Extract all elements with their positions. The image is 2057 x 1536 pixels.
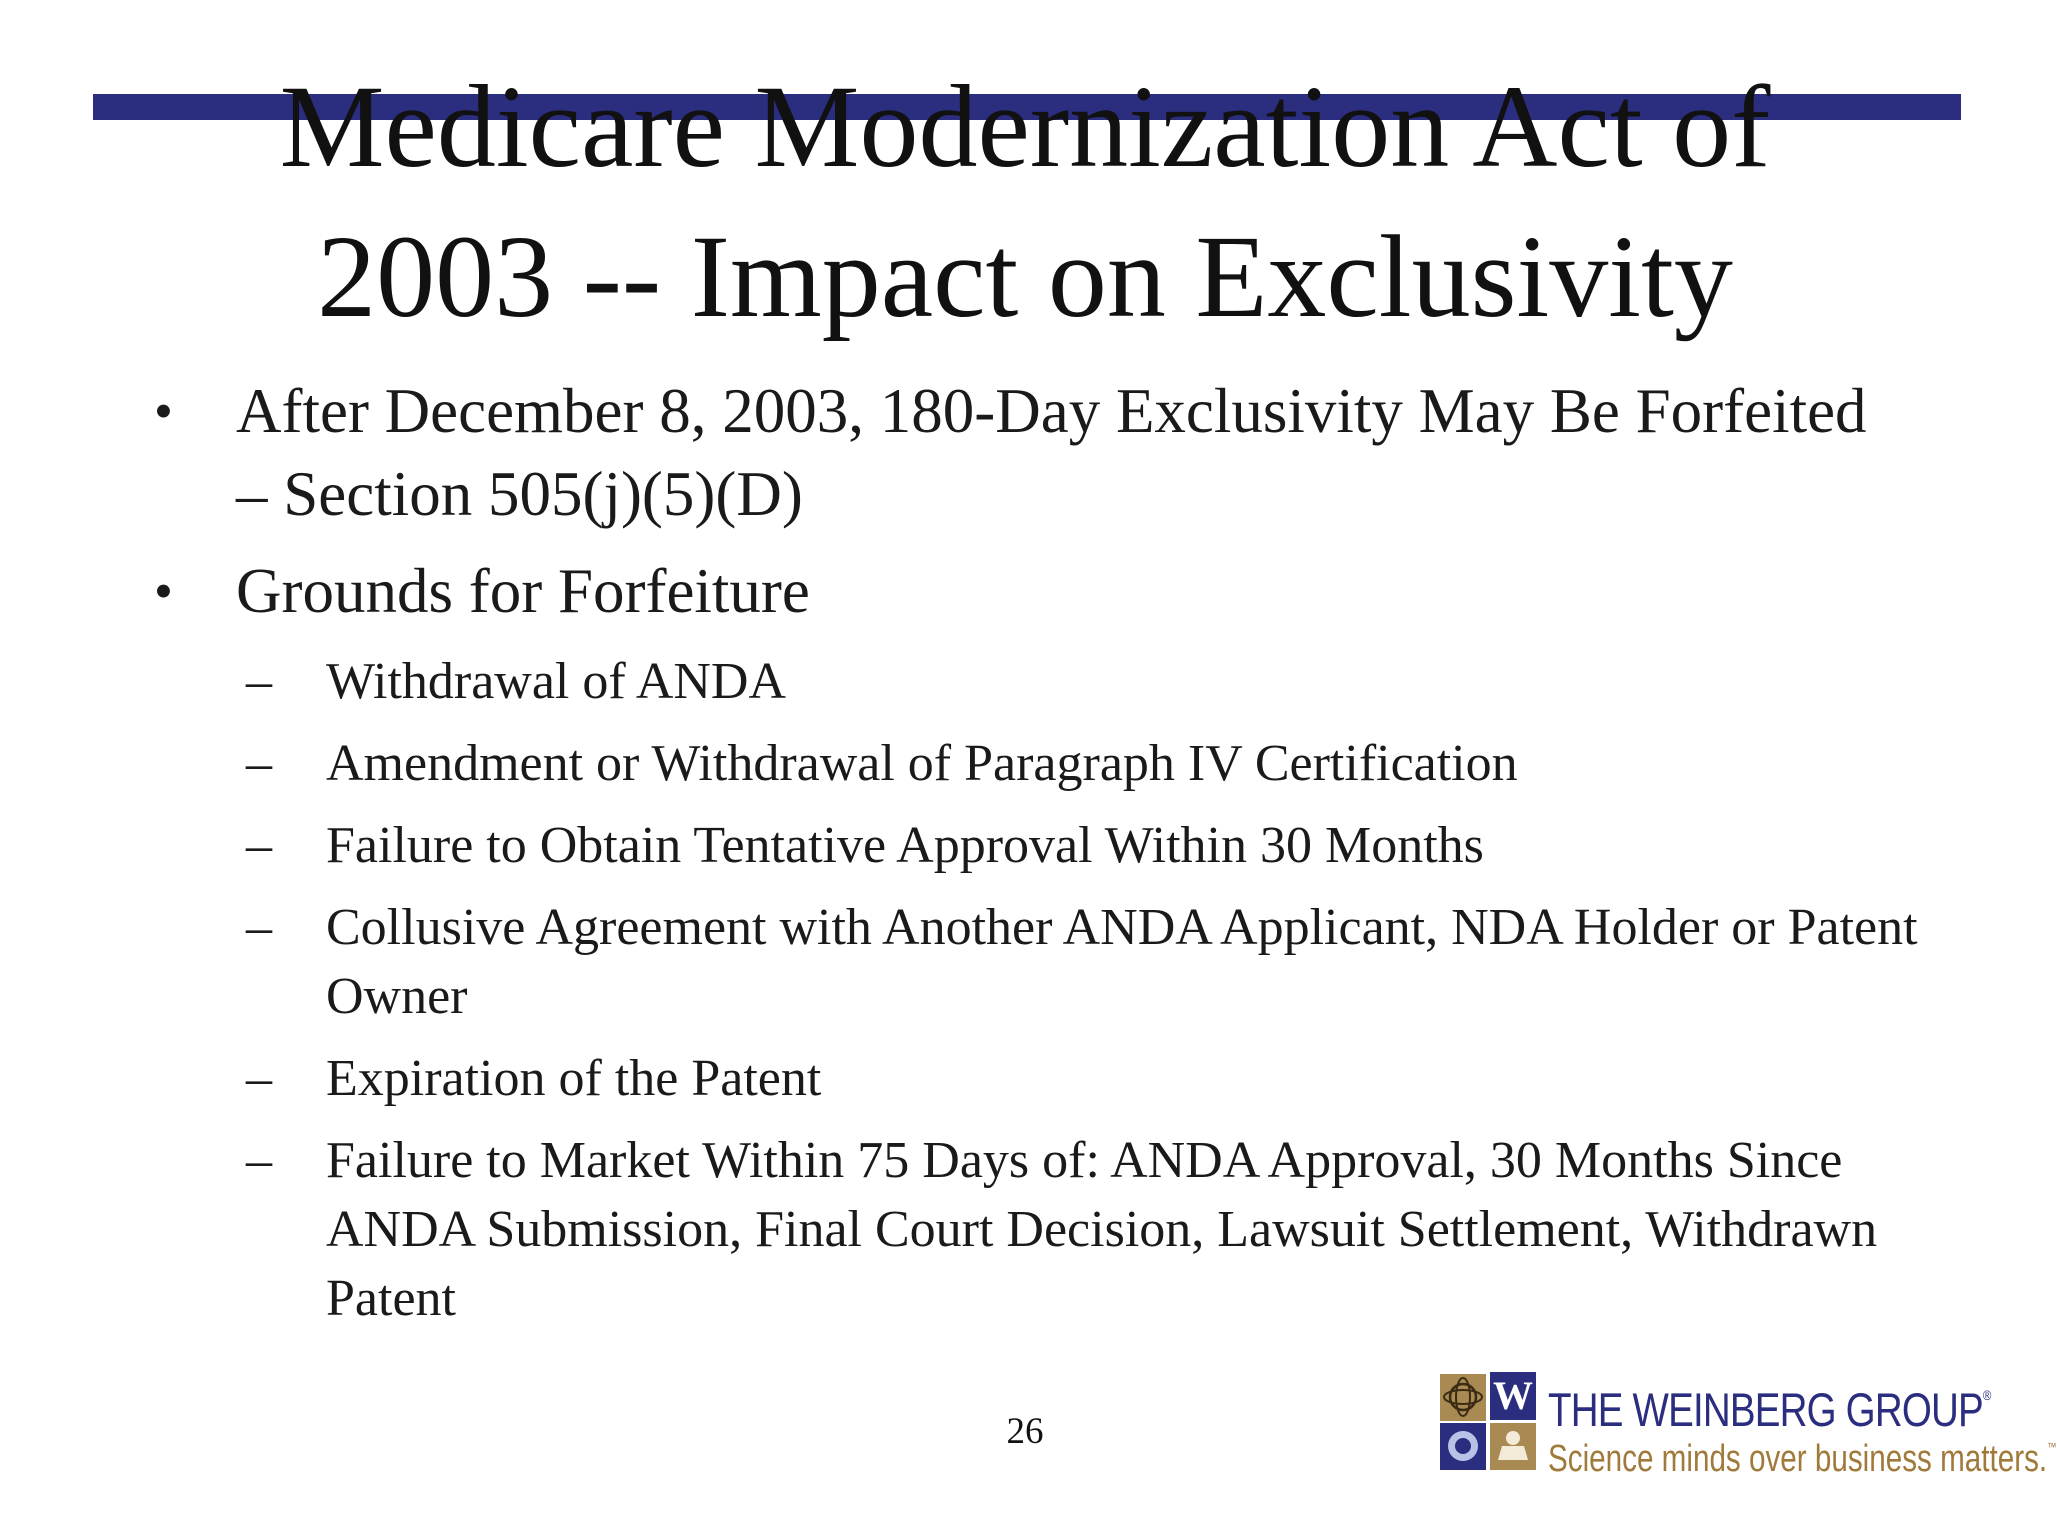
bullet-text: After December 8, 2003, 180-Day Exclusivity May Be Forfeited – Section 505(j)(5)(D) (236, 376, 1867, 529)
sub-bullet-text: Collusive Agreement with Another ANDA Applicant, NDA Holder or Patent Owner (326, 899, 1918, 1025)
logo-tagline-text: Science minds over business matters. (1548, 1438, 2048, 1480)
sub-bullet-dash: – (246, 899, 272, 956)
sub-bullet-text: Expiration of the Patent (326, 1050, 822, 1107)
logo-company-name-text: THE WEINBERG GROUP (1548, 1383, 1983, 1436)
sub-bullet-dash: – (246, 817, 272, 874)
sub-bullet-item (236, 1044, 1956, 1113)
bullet-item (150, 370, 1870, 536)
sub-bullet-dash: – (246, 735, 272, 792)
sub-bullet-text: Failure to Obtain Tentative Approval Within 30 Months (326, 817, 1484, 874)
bullet-list (150, 370, 1918, 1346)
registered-mark: ® (1982, 1387, 1991, 1403)
slide-title (120, 52, 1930, 352)
sub-bullet-text: Amendment or Withdrawal of Paragraph IV Certification (326, 735, 1518, 792)
company-logo (1440, 1372, 2057, 1480)
title-line-2: 2003 -- Impact on Exclusivity (317, 211, 1733, 342)
sub-bullet-dash: – (246, 1050, 272, 1107)
bullet-dot: • (154, 561, 173, 621)
logo-tagline (1548, 1424, 2057, 1482)
bullet-text: Grounds for Forfeiture (236, 556, 810, 626)
page-number: 26 (1006, 1411, 1044, 1452)
sub-bullet-item (236, 729, 1956, 798)
sub-bullet-dash: – (246, 1132, 272, 1189)
sub-bullet-item (236, 893, 1956, 1031)
bullet-item (150, 550, 1870, 633)
logo-w-mark: W (1490, 1372, 1536, 1420)
sub-bullet-text: Withdrawal of ANDA (326, 653, 787, 710)
trademark-mark: ™ (2047, 1440, 2057, 1454)
sub-bullet-item (236, 1126, 1956, 1333)
bullet-dot: • (154, 381, 173, 441)
sub-bullet-list (236, 647, 1956, 1333)
sub-bullet-item (236, 647, 1956, 716)
sub-bullet-item (236, 811, 1956, 880)
sub-bullet-dash: – (246, 653, 272, 710)
sub-bullet-text: Failure to Market Within 75 Days of: ANDA Approval, 30 Months Since ANDA Submission, Final Court Decision, Lawsuit Settlement, Withdrawn Patent (326, 1132, 1878, 1327)
title-line-1: Medicare Modernization Act of (279, 61, 1771, 192)
